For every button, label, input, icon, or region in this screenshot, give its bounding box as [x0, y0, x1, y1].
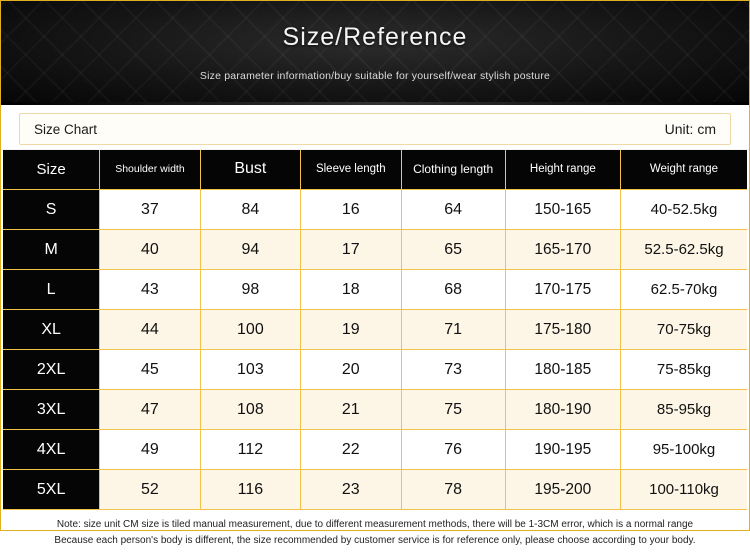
cell-shoulder: 44	[100, 310, 200, 350]
note-line-1: Note: size unit CM size is tiled manual measurement, due to different measurement methods, there will be 1-3CM error, which is a normal range	[56, 519, 694, 530]
cell-weight: 75-85kg	[621, 350, 748, 390]
cell-bust: 100	[200, 310, 300, 350]
cell-bust: 84	[200, 190, 300, 230]
cell-size: XL	[3, 310, 100, 350]
cell-height: 170-175	[505, 270, 620, 310]
cell-clothing: 78	[401, 470, 505, 510]
cell-sleeve: 19	[301, 310, 401, 350]
column-header-clothing: Clothing length	[401, 150, 505, 190]
cell-sleeve: 21	[301, 390, 401, 430]
cell-weight: 100-110kg	[621, 470, 748, 510]
cell-weight: 95-100kg	[621, 430, 748, 470]
size-chart-label: Size Chart	[34, 121, 98, 137]
table-row	[3, 190, 747, 230]
cell-clothing: 73	[401, 350, 505, 390]
column-header-weight: Weight range	[621, 150, 748, 190]
size-table	[3, 150, 747, 510]
cell-size: 3XL	[3, 390, 100, 430]
cell-weight: 85-95kg	[621, 390, 748, 430]
table-header-row	[3, 150, 747, 190]
cell-size: M	[3, 230, 100, 270]
cell-bust: 103	[200, 350, 300, 390]
cell-size: 4XL	[3, 430, 100, 470]
column-header-shoulder: Shoulder width	[100, 150, 200, 190]
column-header-bust: Bust	[200, 150, 300, 190]
cell-sleeve: 18	[301, 270, 401, 310]
cell-shoulder: 40	[100, 230, 200, 270]
cell-clothing: 64	[401, 190, 505, 230]
cell-shoulder: 52	[100, 470, 200, 510]
cell-size: L	[3, 270, 100, 310]
cell-shoulder: 45	[100, 350, 200, 390]
page-title: Size/Reference	[282, 23, 468, 51]
cell-clothing: 65	[401, 230, 505, 270]
cell-weight: 40-52.5kg	[621, 190, 748, 230]
table-row	[3, 310, 747, 350]
cell-shoulder: 43	[100, 270, 200, 310]
cell-size: S	[3, 190, 100, 230]
cell-weight: 62.5-70kg	[621, 270, 748, 310]
cell-bust: 108	[200, 390, 300, 430]
table-row	[3, 430, 747, 470]
table-row	[3, 390, 747, 430]
cell-weight: 52.5-62.5kg	[621, 230, 748, 270]
cell-bust: 116	[200, 470, 300, 510]
cell-height: 180-190	[505, 390, 620, 430]
cell-sleeve: 22	[301, 430, 401, 470]
cell-height: 175-180	[505, 310, 620, 350]
cell-height: 180-185	[505, 350, 620, 390]
cell-sleeve: 17	[301, 230, 401, 270]
size-table-head	[3, 150, 747, 190]
cell-bust: 94	[200, 230, 300, 270]
size-table-wrapper	[1, 150, 749, 510]
table-row	[3, 230, 747, 270]
table-row	[3, 270, 747, 310]
table-row	[3, 350, 747, 390]
column-header-height: Height range	[505, 150, 620, 190]
cell-clothing: 76	[401, 430, 505, 470]
cell-sleeve: 23	[301, 470, 401, 510]
cell-sleeve: 20	[301, 350, 401, 390]
cell-shoulder: 37	[100, 190, 200, 230]
cell-height: 165-170	[505, 230, 620, 270]
hero-banner	[1, 1, 749, 105]
cell-shoulder: 49	[100, 430, 200, 470]
cell-size: 2XL	[3, 350, 100, 390]
note-line-2: Because each person's body is different, the size recommended by customer service is for reference only, please choose according to your body.	[54, 534, 696, 546]
cell-height: 150-165	[505, 190, 620, 230]
cell-height: 190-195	[505, 430, 620, 470]
cell-weight: 70-75kg	[621, 310, 748, 350]
cell-height: 195-200	[505, 470, 620, 510]
cell-clothing: 68	[401, 270, 505, 310]
size-chart-bar-inner	[19, 113, 731, 145]
size-table-body	[3, 190, 747, 510]
cell-size: 5XL	[3, 470, 100, 510]
cell-sleeve: 16	[301, 190, 401, 230]
column-header-size: Size	[3, 150, 100, 190]
measurement-note	[1, 510, 749, 554]
size-chart-bar	[1, 105, 749, 150]
unit-label: Unit: cm	[664, 121, 716, 137]
cell-clothing: 75	[401, 390, 505, 430]
cell-bust: 112	[200, 430, 300, 470]
cell-clothing: 71	[401, 310, 505, 350]
cell-shoulder: 47	[100, 390, 200, 430]
column-header-sleeve: Sleeve length	[301, 150, 401, 190]
cell-bust: 98	[200, 270, 300, 310]
page-subtitle: Size parameter information/buy suitable for yourself/wear stylish posture	[199, 70, 551, 82]
table-row	[3, 470, 747, 510]
